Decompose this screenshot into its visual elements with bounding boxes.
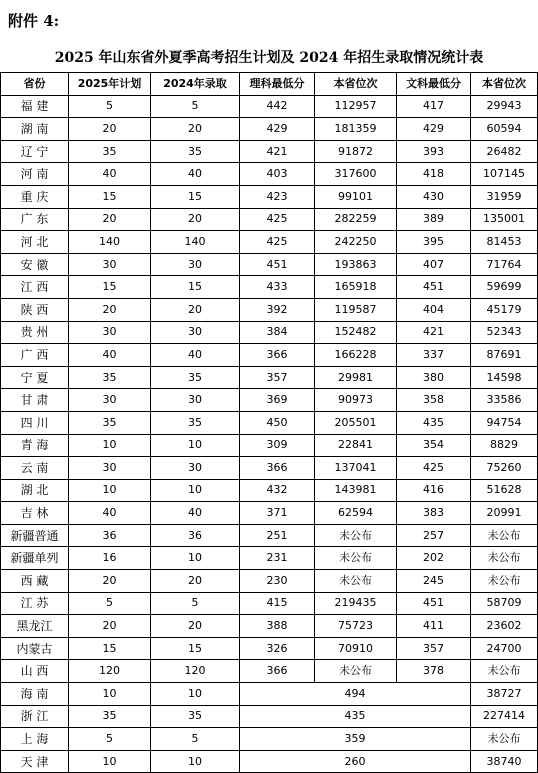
cell-admit-2024: 30 — [151, 321, 240, 344]
cell-plan-2025: 36 — [69, 524, 151, 547]
table-row — [1, 750, 538, 773]
cell-arts-rank: 51628 — [471, 479, 538, 502]
cell-plan-2025: 5 — [69, 95, 151, 118]
cell-province: 海 南 — [1, 683, 69, 706]
cell-admit-2024: 10 — [151, 434, 240, 457]
cell-rank-combined: 227414 — [471, 705, 538, 728]
table-row — [1, 231, 538, 254]
cell-science-rank: 62594 — [315, 502, 397, 525]
cell-plan-2025: 35 — [69, 140, 151, 163]
cell-plan-2025: 5 — [69, 592, 151, 615]
cell-arts-rank: 未公布 — [471, 660, 538, 683]
cell-province: 山 西 — [1, 660, 69, 683]
table-row — [1, 344, 538, 367]
cell-admit-2024: 35 — [151, 366, 240, 389]
cell-science-min: 392 — [240, 298, 315, 321]
cell-arts-rank: 135001 — [471, 208, 538, 231]
cell-arts-min: 380 — [397, 366, 471, 389]
cell-science-min: 421 — [240, 140, 315, 163]
cell-plan-2025: 30 — [69, 457, 151, 480]
cell-admit-2024: 35 — [151, 411, 240, 434]
cell-admit-2024: 15 — [151, 637, 240, 660]
cell-science-min: 429 — [240, 118, 315, 141]
cell-arts-min: 418 — [397, 163, 471, 186]
cell-plan-2025: 20 — [69, 118, 151, 141]
cell-plan-2025: 20 — [69, 298, 151, 321]
cell-arts-rank: 71764 — [471, 253, 538, 276]
table-row — [1, 524, 538, 547]
cell-arts-rank: 75260 — [471, 457, 538, 480]
cell-province: 甘 肃 — [1, 389, 69, 412]
cell-arts-min: 417 — [397, 95, 471, 118]
table-row — [1, 321, 538, 344]
table-row — [1, 479, 538, 502]
table-row — [1, 547, 538, 570]
table-row — [1, 502, 538, 525]
cell-plan-2025: 20 — [69, 208, 151, 231]
table-header-row — [1, 73, 538, 96]
table-row — [1, 615, 538, 638]
admission-table — [0, 72, 538, 773]
cell-province: 黑龙江 — [1, 615, 69, 638]
cell-arts-rank: 24700 — [471, 637, 538, 660]
cell-science-min: 371 — [240, 502, 315, 525]
cell-science-min: 366 — [240, 660, 315, 683]
cell-plan-2025: 30 — [69, 253, 151, 276]
cell-science-rank: 152482 — [315, 321, 397, 344]
cell-plan-2025: 40 — [69, 502, 151, 525]
cell-plan-2025: 20 — [69, 615, 151, 638]
cell-plan-2025: 20 — [69, 570, 151, 593]
cell-science-rank: 未公布 — [315, 660, 397, 683]
cell-science-min: 423 — [240, 185, 315, 208]
header-science-rank: 本省位次 — [315, 73, 397, 96]
table-row — [1, 592, 538, 615]
cell-science-rank: 242250 — [315, 231, 397, 254]
cell-province: 广 西 — [1, 344, 69, 367]
cell-min-score-combined: 359 — [240, 728, 471, 751]
cell-arts-rank: 87691 — [471, 344, 538, 367]
cell-science-rank: 未公布 — [315, 570, 397, 593]
cell-arts-rank: 45179 — [471, 298, 538, 321]
cell-province: 四 川 — [1, 411, 69, 434]
attachment-label: 附件 4: — [8, 12, 60, 30]
cell-arts-min: 416 — [397, 479, 471, 502]
cell-admit-2024: 40 — [151, 163, 240, 186]
table-row — [1, 208, 538, 231]
cell-province: 福 建 — [1, 95, 69, 118]
cell-science-rank: 29981 — [315, 366, 397, 389]
cell-science-min: 251 — [240, 524, 315, 547]
cell-rank-combined: 未公布 — [471, 728, 538, 751]
table-row — [1, 140, 538, 163]
cell-province: 吉 林 — [1, 502, 69, 525]
cell-min-score-combined: 435 — [240, 705, 471, 728]
table-row — [1, 683, 538, 706]
table-row — [1, 95, 538, 118]
cell-science-rank: 75723 — [315, 615, 397, 638]
cell-province: 新疆单列 — [1, 547, 69, 570]
cell-admit-2024: 120 — [151, 660, 240, 683]
cell-science-min: 442 — [240, 95, 315, 118]
cell-science-rank: 22841 — [315, 434, 397, 457]
cell-province: 江 西 — [1, 276, 69, 299]
cell-plan-2025: 10 — [69, 750, 151, 773]
cell-plan-2025: 10 — [69, 683, 151, 706]
cell-arts-min: 407 — [397, 253, 471, 276]
cell-arts-rank: 60594 — [471, 118, 538, 141]
document-title: 2025 年山东省外夏季高考招生计划及 2024 年招生录取情况统计表 — [54, 50, 484, 66]
cell-science-rank: 137041 — [315, 457, 397, 480]
cell-province: 湖 北 — [1, 479, 69, 502]
cell-arts-min: 383 — [397, 502, 471, 525]
cell-admit-2024: 20 — [151, 118, 240, 141]
cell-admit-2024: 35 — [151, 705, 240, 728]
cell-science-rank: 205501 — [315, 411, 397, 434]
cell-arts-rank: 未公布 — [471, 547, 538, 570]
cell-science-rank: 317600 — [315, 163, 397, 186]
cell-science-rank: 219435 — [315, 592, 397, 615]
cell-arts-rank: 未公布 — [471, 524, 538, 547]
cell-arts-rank: 81453 — [471, 231, 538, 254]
cell-arts-min: 358 — [397, 389, 471, 412]
cell-plan-2025: 40 — [69, 344, 151, 367]
table-row — [1, 366, 538, 389]
cell-science-rank: 112957 — [315, 95, 397, 118]
cell-province: 贵 州 — [1, 321, 69, 344]
cell-arts-rank: 58709 — [471, 592, 538, 615]
cell-admit-2024: 10 — [151, 547, 240, 570]
cell-science-min: 231 — [240, 547, 315, 570]
cell-province: 安 徽 — [1, 253, 69, 276]
cell-admit-2024: 5 — [151, 592, 240, 615]
cell-arts-min: 357 — [397, 637, 471, 660]
cell-plan-2025: 140 — [69, 231, 151, 254]
cell-province: 陕 西 — [1, 298, 69, 321]
cell-arts-rank: 107145 — [471, 163, 538, 186]
cell-science-min: 450 — [240, 411, 315, 434]
cell-admit-2024: 10 — [151, 479, 240, 502]
cell-science-rank: 143981 — [315, 479, 397, 502]
cell-arts-rank: 20991 — [471, 502, 538, 525]
header-arts-rank: 本省位次 — [471, 73, 538, 96]
cell-arts-rank: 14598 — [471, 366, 538, 389]
cell-arts-rank: 94754 — [471, 411, 538, 434]
cell-arts-min: 389 — [397, 208, 471, 231]
cell-province: 河 南 — [1, 163, 69, 186]
cell-science-min: 369 — [240, 389, 315, 412]
cell-plan-2025: 35 — [69, 705, 151, 728]
cell-science-min: 366 — [240, 344, 315, 367]
cell-province: 江 苏 — [1, 592, 69, 615]
cell-science-rank: 70910 — [315, 637, 397, 660]
cell-science-rank: 193863 — [315, 253, 397, 276]
cell-admit-2024: 5 — [151, 728, 240, 751]
cell-science-min: 309 — [240, 434, 315, 457]
cell-arts-min: 393 — [397, 140, 471, 163]
cell-admit-2024: 10 — [151, 750, 240, 773]
cell-plan-2025: 30 — [69, 389, 151, 412]
cell-science-rank: 165918 — [315, 276, 397, 299]
cell-admit-2024: 15 — [151, 185, 240, 208]
cell-admit-2024: 40 — [151, 344, 240, 367]
table-row — [1, 728, 538, 751]
cell-science-min: 388 — [240, 615, 315, 638]
header-arts-min: 文科最低分 — [397, 73, 471, 96]
cell-plan-2025: 16 — [69, 547, 151, 570]
cell-province: 浙 江 — [1, 705, 69, 728]
cell-arts-rank: 52343 — [471, 321, 538, 344]
table-row — [1, 660, 538, 683]
table-row — [1, 411, 538, 434]
cell-science-rank: 90973 — [315, 389, 397, 412]
cell-province: 内蒙古 — [1, 637, 69, 660]
cell-province: 云 南 — [1, 457, 69, 480]
table-row — [1, 185, 538, 208]
cell-admit-2024: 20 — [151, 615, 240, 638]
cell-arts-min: 395 — [397, 231, 471, 254]
table-row — [1, 253, 538, 276]
cell-science-min: 403 — [240, 163, 315, 186]
cell-rank-combined: 38740 — [471, 750, 538, 773]
cell-admit-2024: 40 — [151, 502, 240, 525]
cell-arts-min: 421 — [397, 321, 471, 344]
cell-admit-2024: 36 — [151, 524, 240, 547]
cell-plan-2025: 40 — [69, 163, 151, 186]
header-plan-2025: 2025年计划 — [69, 73, 151, 96]
cell-arts-rank: 未公布 — [471, 570, 538, 593]
cell-plan-2025: 5 — [69, 728, 151, 751]
cell-science-min: 357 — [240, 366, 315, 389]
cell-science-rank: 282259 — [315, 208, 397, 231]
cell-province: 辽 宁 — [1, 140, 69, 163]
cell-science-min: 384 — [240, 321, 315, 344]
cell-arts-min: 411 — [397, 615, 471, 638]
cell-arts-rank: 23602 — [471, 615, 538, 638]
cell-plan-2025: 30 — [69, 321, 151, 344]
cell-admit-2024: 15 — [151, 276, 240, 299]
cell-arts-min: 337 — [397, 344, 471, 367]
cell-plan-2025: 120 — [69, 660, 151, 683]
cell-province: 湖 南 — [1, 118, 69, 141]
cell-admit-2024: 140 — [151, 231, 240, 254]
cell-plan-2025: 35 — [69, 411, 151, 434]
cell-science-rank: 91872 — [315, 140, 397, 163]
cell-arts-min: 425 — [397, 457, 471, 480]
cell-science-min: 425 — [240, 231, 315, 254]
cell-admit-2024: 30 — [151, 253, 240, 276]
cell-arts-min: 202 — [397, 547, 471, 570]
cell-science-min: 432 — [240, 479, 315, 502]
cell-science-min: 415 — [240, 592, 315, 615]
cell-science-rank: 99101 — [315, 185, 397, 208]
cell-admit-2024: 30 — [151, 389, 240, 412]
cell-province: 河 北 — [1, 231, 69, 254]
table-row — [1, 434, 538, 457]
cell-min-score-combined: 260 — [240, 750, 471, 773]
cell-arts-min: 245 — [397, 570, 471, 593]
cell-arts-rank: 8829 — [471, 434, 538, 457]
cell-science-min: 451 — [240, 253, 315, 276]
cell-arts-min: 430 — [397, 185, 471, 208]
cell-province: 上 海 — [1, 728, 69, 751]
cell-science-min: 326 — [240, 637, 315, 660]
header-province: 省份 — [1, 73, 69, 96]
cell-admit-2024: 5 — [151, 95, 240, 118]
cell-arts-rank: 33586 — [471, 389, 538, 412]
cell-arts-min: 378 — [397, 660, 471, 683]
cell-science-rank: 119587 — [315, 298, 397, 321]
cell-province: 天 津 — [1, 750, 69, 773]
cell-admit-2024: 30 — [151, 457, 240, 480]
cell-arts-min: 451 — [397, 276, 471, 299]
cell-arts-min: 429 — [397, 118, 471, 141]
cell-admit-2024: 20 — [151, 208, 240, 231]
cell-science-rank: 181359 — [315, 118, 397, 141]
table-row — [1, 389, 538, 412]
cell-science-min: 366 — [240, 457, 315, 480]
cell-rank-combined: 38727 — [471, 683, 538, 706]
cell-plan-2025: 15 — [69, 185, 151, 208]
cell-admit-2024: 20 — [151, 298, 240, 321]
cell-science-rank: 未公布 — [315, 547, 397, 570]
cell-admit-2024: 20 — [151, 570, 240, 593]
cell-science-min: 425 — [240, 208, 315, 231]
table-row — [1, 637, 538, 660]
cell-arts-min: 451 — [397, 592, 471, 615]
cell-arts-min: 354 — [397, 434, 471, 457]
cell-arts-min: 435 — [397, 411, 471, 434]
table-row — [1, 118, 538, 141]
cell-admit-2024: 35 — [151, 140, 240, 163]
header-admit-2024: 2024年录取 — [151, 73, 240, 96]
cell-admit-2024: 10 — [151, 683, 240, 706]
table-row — [1, 298, 538, 321]
cell-arts-min: 404 — [397, 298, 471, 321]
cell-arts-rank: 29943 — [471, 95, 538, 118]
cell-arts-rank: 26482 — [471, 140, 538, 163]
cell-science-min: 433 — [240, 276, 315, 299]
cell-province: 广 东 — [1, 208, 69, 231]
cell-science-min: 230 — [240, 570, 315, 593]
cell-science-rank: 166228 — [315, 344, 397, 367]
cell-plan-2025: 15 — [69, 637, 151, 660]
cell-province: 西 藏 — [1, 570, 69, 593]
header-science-min: 理科最低分 — [240, 73, 315, 96]
cell-plan-2025: 35 — [69, 366, 151, 389]
cell-province: 宁 夏 — [1, 366, 69, 389]
cell-province: 重 庆 — [1, 185, 69, 208]
table-row — [1, 163, 538, 186]
cell-science-rank: 未公布 — [315, 524, 397, 547]
cell-plan-2025: 15 — [69, 276, 151, 299]
cell-province: 青 海 — [1, 434, 69, 457]
cell-plan-2025: 10 — [69, 434, 151, 457]
cell-arts-rank: 59699 — [471, 276, 538, 299]
cell-province: 新疆普通 — [1, 524, 69, 547]
table-row — [1, 276, 538, 299]
cell-min-score-combined: 494 — [240, 683, 471, 706]
cell-arts-rank: 31959 — [471, 185, 538, 208]
table-row — [1, 705, 538, 728]
table-row — [1, 570, 538, 593]
table-row — [1, 457, 538, 480]
cell-arts-min: 257 — [397, 524, 471, 547]
cell-plan-2025: 10 — [69, 479, 151, 502]
